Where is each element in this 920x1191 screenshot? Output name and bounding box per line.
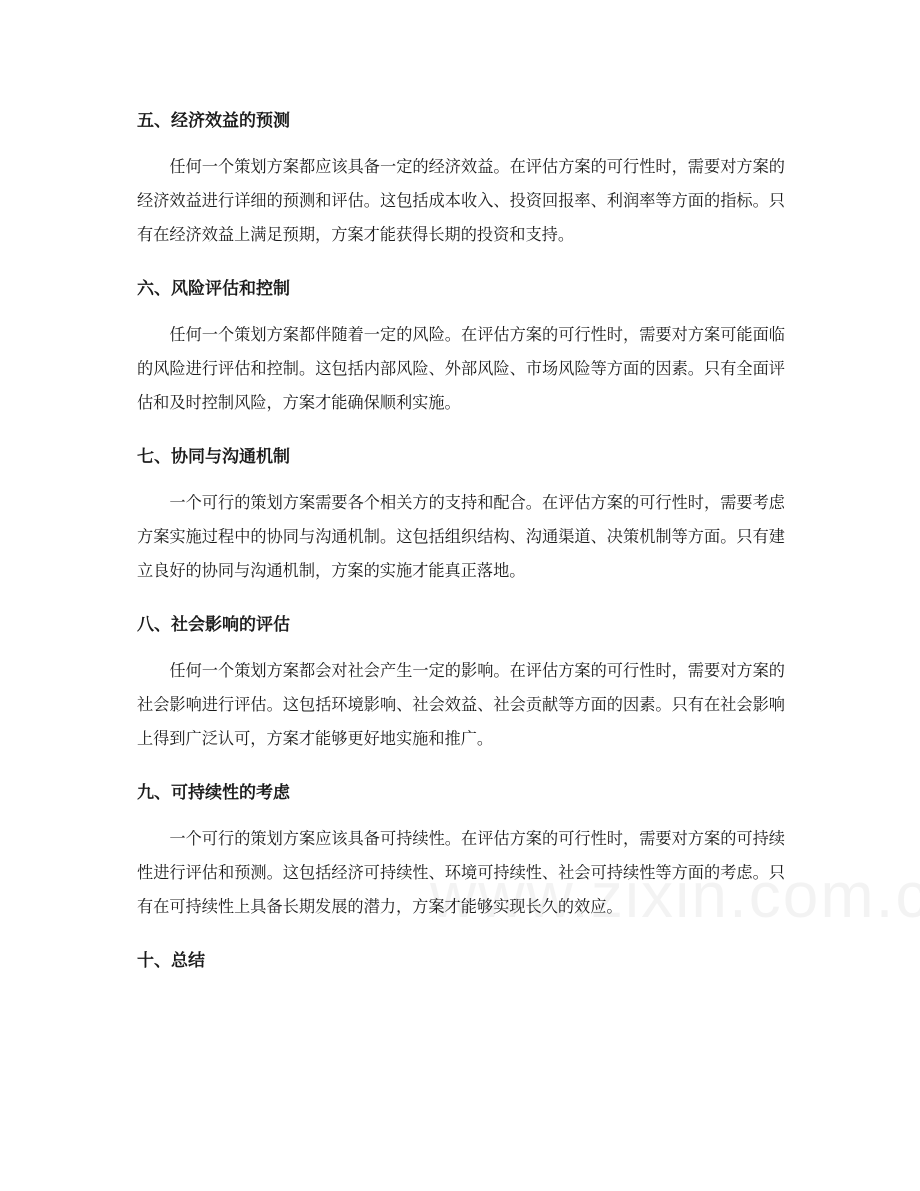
section-coordination [137,442,785,588]
section-heading: 七、协同与沟通机制 [137,447,290,467]
section-social-impact [137,610,785,756]
section-risk-assessment [137,274,785,420]
section-heading: 八、社会影响的评估 [137,615,290,635]
document-body [137,106,785,998]
section-heading: 五、经济效益的预测 [137,111,290,131]
section-heading: 十、总结 [137,951,205,971]
section-paragraph: 一个可行的策划方案需要各个相关方的支持和配合。在评估方案的可行性时，需要考虑方案实施过程中的协同与沟通机制。这包括组织结构、沟通渠道、决策机制等方面。只有建立良好的协同与沟通机制，方案的实施才能真正落地。 [137,493,785,580]
section-economic-benefit [137,106,785,252]
section-sustainability [137,778,785,924]
section-paragraph: 任何一个策划方案都伴随着一定的风险。在评估方案的可行性时，需要对方案可能面临的风险进行评估和控制。这包括内部风险、外部风险、市场风险等方面的因素。只有全面评估和及时控制风险，方案才能确保顺利实施。 [137,325,785,412]
section-paragraph: 任何一个策划方案都会对社会产生一定的影响。在评估方案的可行性时，需要对方案的社会影响进行评估。这包括环境影响、社会效益、社会贡献等方面的因素。只有在社会影响上得到广泛认可，方案才能够更好地实施和推广。 [137,661,785,748]
section-summary [137,946,785,976]
section-paragraph: 任何一个策划方案都应该具备一定的经济效益。在评估方案的可行性时，需要对方案的经济效益进行详细的预测和评估。这包括成本收入、投资回报率、利润率等方面的指标。只有在经济效益上满足预期，方案才能获得长期的投资和支持。 [137,157,785,244]
section-heading: 九、可持续性的考虑 [137,783,290,803]
section-paragraph: 一个可行的策划方案应该具备可持续性。在评估方案的可行性时，需要对方案的可持续性进行评估和预测。这包括经济可持续性、环境可持续性、社会可持续性等方面的考虑。只有在可持续性上具备长期发展的潜力，方案才能够实现长久的效应。 [137,829,785,916]
section-heading: 六、风险评估和控制 [137,279,290,299]
